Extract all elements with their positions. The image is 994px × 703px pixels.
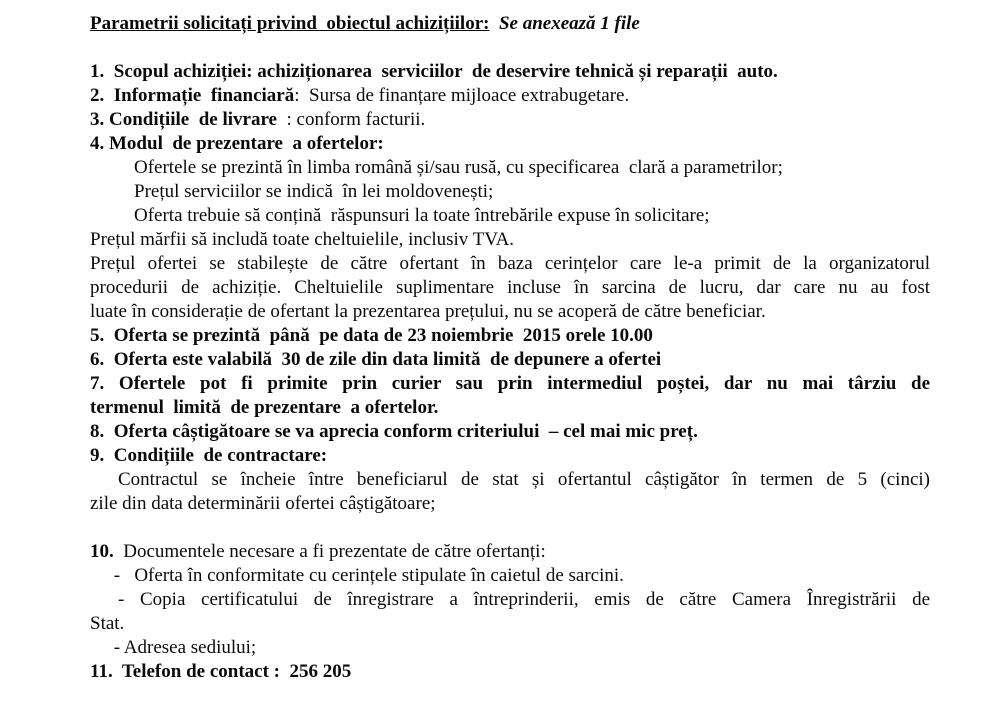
offer-price-paragraph-line-3 xyxy=(90,300,930,324)
doc-requirement-offer-text: - Oferta în conformitate cu cerințele stipulate în caietul de sarcini. xyxy=(90,565,624,586)
item-7-submission-line-1 xyxy=(90,372,930,396)
item-5-deadline xyxy=(90,324,930,348)
item-3-value: : conform facturii. xyxy=(281,109,426,130)
offer-price-text-3: luate în considerație de ofertant la prezentarea prețului, nu se acoperă de către beneficiar. xyxy=(90,301,766,322)
blank-line xyxy=(90,516,930,540)
blank-line xyxy=(90,36,930,60)
item-10-required-documents xyxy=(90,540,930,564)
item-1-scope xyxy=(90,60,930,84)
offer-price-paragraph-line-1 xyxy=(90,252,930,276)
doc-requirement-registration-text-2: Stat. xyxy=(90,613,125,634)
item-4-offer-presentation xyxy=(90,132,930,156)
item-7-submission-line-2 xyxy=(90,396,930,420)
doc-requirement-address-text: - Adresea sediului; xyxy=(90,637,257,658)
offer-price-text-2: procedurii de achiziție. Cheltuielile suplimentare incluse în sarcina de lucru, dar care nu au fost xyxy=(90,277,930,298)
price-includes-vat-text: Prețul mărfii să includă toate cheltuielile, inclusiv TVA. xyxy=(90,229,515,250)
doc-requirement-registration-line-2 xyxy=(90,612,930,636)
item-11-contact-phone xyxy=(90,660,930,684)
contract-terms-text-1: Contractul se încheie între beneficiarul de stat și ofertantul câștigător în termen de 5 (cinci) xyxy=(118,469,930,490)
item-6-validity xyxy=(90,348,930,372)
item-10-number: 10. xyxy=(90,541,114,562)
doc-requirement-offer xyxy=(90,564,930,588)
item-4-text: 4. Modul de prezentare a ofertelor: xyxy=(90,133,384,154)
title-annex-note: Se anexează 1 file xyxy=(489,13,640,34)
contract-terms-text-2: zile din data determinării ofertei câștigătoare; xyxy=(90,493,436,514)
document-title-line xyxy=(90,12,930,36)
item-5-text: 5. Oferta se prezintă până pe data de 23 noiembrie 2015 orele 10.00 xyxy=(90,325,653,346)
contract-terms-line-2 xyxy=(90,492,930,516)
item-4-sub-currency-text: Prețul serviciilor se indică în lei moldovenești; xyxy=(134,181,494,202)
price-includes-vat-note xyxy=(90,228,930,252)
doc-requirement-registration-text-1: - Copia certificatului de înregistrare a întreprinderii, emis de către Camera Înregistrării de xyxy=(118,589,930,610)
item-4-sub-answers xyxy=(134,204,930,228)
item-4-sub-language-text: Ofertele se prezintă în limba română și/sau rusă, cu specificarea clară a parametrilor; xyxy=(134,157,783,178)
offer-price-paragraph-line-2 xyxy=(90,276,930,300)
item-6-text: 6. Oferta este valabilă 30 de zile din data limită de depunere a ofertei xyxy=(90,349,662,370)
item-2-label: 2. Informație financiară xyxy=(90,85,295,106)
item-1-text: 1. Scopul achiziției: achiziționarea serviciilor de deservire tehnică și reparații auto. xyxy=(90,61,778,82)
item-3-label: 3. Condițiile de livrare xyxy=(90,109,282,130)
doc-requirement-registration-line-1 xyxy=(90,588,930,612)
item-7-text-1: 7. Ofertele pot fi primite prin curier sau prin intermediul poștei, dar nu mai târziu de xyxy=(90,373,930,394)
item-4-sub-currency xyxy=(134,180,930,204)
item-8-text: 8. Oferta câștigătoare se va aprecia conform criteriului – cel mai mic preț. xyxy=(90,421,698,442)
item-11-text: 11. Telefon de contact : 256 205 xyxy=(90,661,352,682)
item-3-delivery-terms xyxy=(90,108,930,132)
item-9-text: 9. Condițiile de contractare: xyxy=(90,445,328,466)
item-10-text: Documentele necesare a fi prezentate de către ofertanți: xyxy=(113,541,546,562)
item-4-sub-answers-text: Oferta trebuie să conțină răspunsuri la toate întrebările expuse în solicitare; xyxy=(134,205,710,226)
item-9-contracting-terms xyxy=(90,444,930,468)
item-2-financial-info xyxy=(90,84,930,108)
item-8-winning-criterion xyxy=(90,420,930,444)
item-2-value: : Sursa de finanțare mijloace extrabugetare. xyxy=(294,85,630,106)
contract-terms-line-1 xyxy=(90,468,930,492)
doc-requirement-address xyxy=(90,636,930,660)
item-7-text-2: termenul limită de prezentare a ofertelor. xyxy=(90,397,439,418)
offer-price-text-1: Prețul ofertei se stabilește de către ofertant în baza cerințelor care le-a primit de la organizatorul xyxy=(90,253,930,274)
item-4-sub-language xyxy=(134,156,930,180)
title-text: Parametrii solicitați privind obiectul achizițiilor: xyxy=(90,13,490,34)
